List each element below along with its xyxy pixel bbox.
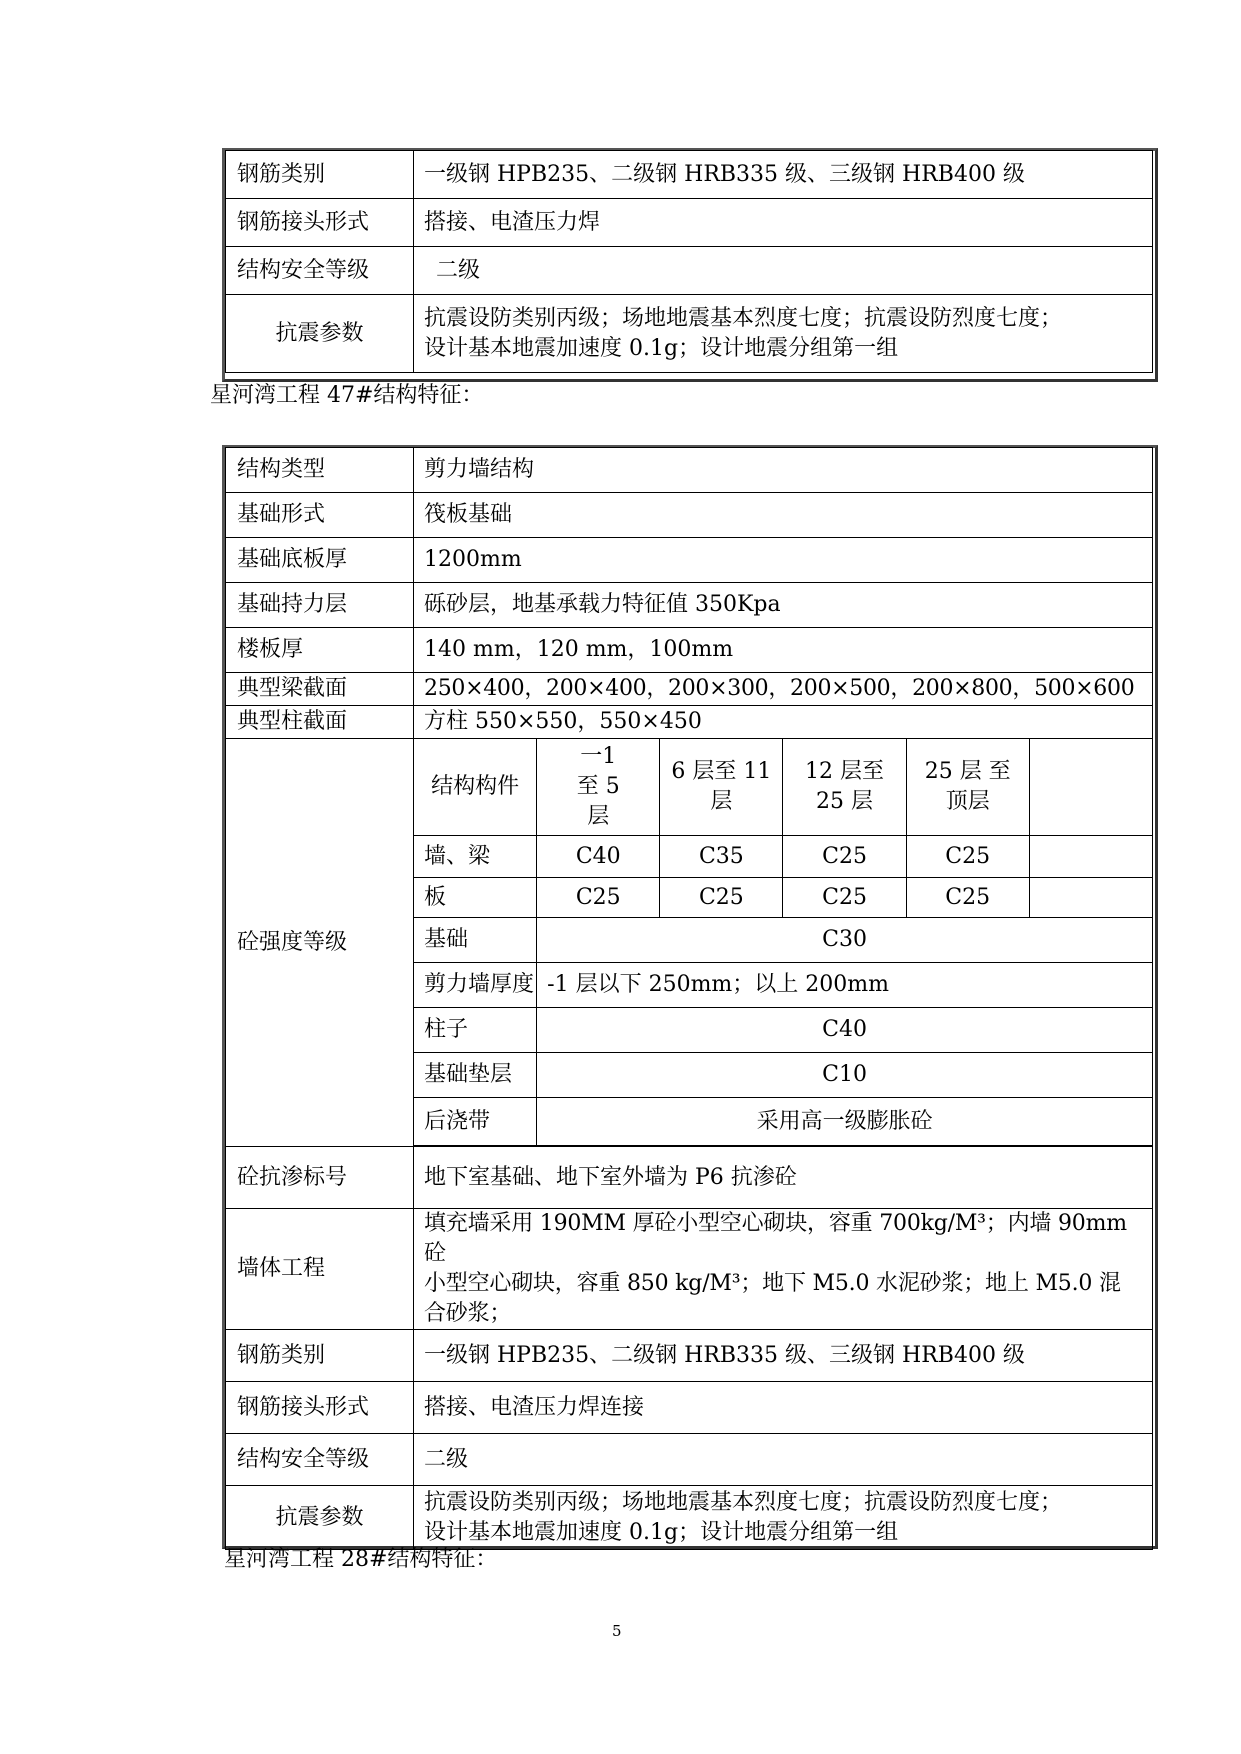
row-value: 地下室基础、地下室外墙为 P6 抗渗砼 xyxy=(414,1147,1153,1209)
row-value: 250×400，200×400，200×300，200×500，200×800，500×600 xyxy=(414,673,1153,706)
row-value: 二级 xyxy=(414,247,1153,295)
grade-cell: C35 xyxy=(660,836,783,878)
header-line: 一1 xyxy=(580,744,617,769)
row-label: 结构类型 xyxy=(226,448,414,493)
section-caption: 星河湾工程 28#结构特征： xyxy=(224,1547,498,1572)
header-cell: 结构构件 xyxy=(414,739,537,836)
grade-cell: C25 xyxy=(906,836,1029,878)
header-line: 12 层至 xyxy=(805,759,885,784)
table-row xyxy=(226,247,1153,295)
row-label: 典型梁截面 xyxy=(226,673,414,706)
grade-value: C10 xyxy=(537,1053,1153,1098)
row-label: 楼板厚 xyxy=(226,628,414,673)
row-value xyxy=(414,1486,1153,1550)
grade-cell: C25 xyxy=(906,878,1029,918)
grade-value: C30 xyxy=(537,918,1153,963)
header-line: 6 层至 11 xyxy=(671,759,772,784)
row-value: 一级钢 HPB235、二级钢 HRB335 级、三级钢 HRB400 级 xyxy=(414,1330,1153,1382)
row-value: 140 mm，120 mm，100mm xyxy=(414,628,1153,673)
table-row xyxy=(226,448,1153,493)
row-value: 搭接、电渣压力焊连接 xyxy=(414,1382,1153,1434)
table-row xyxy=(226,151,1153,199)
value-line: 设计基本地震加速度 0.1g；设计地震分组第一组 xyxy=(424,335,899,361)
table-row xyxy=(226,1486,1153,1550)
table-row xyxy=(226,1434,1153,1486)
table-row xyxy=(226,706,1153,739)
row-label: 抗震参数 xyxy=(226,1486,414,1550)
table-row xyxy=(226,1330,1153,1382)
table-row xyxy=(226,295,1153,373)
row-value xyxy=(414,1209,1153,1330)
member-name: 基础垫层 xyxy=(414,1053,537,1098)
row-value: 筏板基础 xyxy=(414,493,1153,538)
header-cell xyxy=(537,739,660,836)
row-label: 墙体工程 xyxy=(226,1209,414,1330)
row-label: 钢筋类别 xyxy=(226,151,414,199)
row-label: 钢筋接头形式 xyxy=(226,199,414,247)
row-label: 抗震参数 xyxy=(226,295,414,373)
grade-value: C40 xyxy=(537,1008,1153,1053)
empty-cell xyxy=(1029,878,1152,918)
row-value: 一级钢 HPB235、二级钢 HRB335 级、三级钢 HRB400 级 xyxy=(414,151,1153,199)
header-line: 层 xyxy=(587,804,610,829)
grade-value: 采用高一级膨胀砼 xyxy=(537,1098,1153,1146)
concrete-label: 砼强度等级 xyxy=(226,739,414,1147)
value-line: 抗震设防类别丙级；场地地震基本烈度七度；抗震设防烈度七度； xyxy=(424,1489,1063,1515)
value-line: 合砂浆； xyxy=(424,1301,512,1326)
row-label: 钢筋类别 xyxy=(226,1330,414,1382)
table-row xyxy=(226,538,1153,583)
value-line: 填充墙采用 190MM 厚砼小型空心砌块，容重 700kg/M³；内墙 90mm 砼 xyxy=(424,1211,1127,1266)
member-name: 基础 xyxy=(414,918,537,963)
page-number: 5 xyxy=(612,1622,622,1640)
table-row xyxy=(226,1382,1153,1434)
header-line: 25 层 xyxy=(816,789,874,814)
grade-cell: C25 xyxy=(783,878,906,918)
table-row xyxy=(226,583,1153,628)
row-label: 基础底板厚 xyxy=(226,538,414,583)
table-row xyxy=(226,1147,1153,1209)
header-line: 顶层 xyxy=(945,789,990,814)
row-value: 方柱 550×550，550×450 xyxy=(414,706,1153,739)
row-label: 砼抗渗标号 xyxy=(226,1147,414,1209)
row-label: 结构安全等级 xyxy=(226,247,414,295)
section-caption: 星河湾工程 47#结构特征： xyxy=(210,383,484,408)
grade-cell: C25 xyxy=(660,878,783,918)
header-cell xyxy=(783,739,906,836)
table-row xyxy=(226,493,1153,538)
header-line: 层 xyxy=(710,789,733,814)
table-row xyxy=(226,673,1153,706)
row-label: 基础持力层 xyxy=(226,583,414,628)
row-value: 砾砂层，地基承载力特征值 350Kpa xyxy=(414,583,1153,628)
empty-cell xyxy=(1029,836,1152,878)
row-label: 结构安全等级 xyxy=(226,1434,414,1486)
table-row xyxy=(226,628,1153,673)
member-name: 墙、梁 xyxy=(414,836,537,878)
table-row xyxy=(226,199,1153,247)
value-line: 设计基本地震加速度 0.1g；设计地震分组第一组 xyxy=(424,1519,899,1545)
member-name: 后浇带 xyxy=(414,1098,537,1146)
member-name: 柱子 xyxy=(414,1008,537,1053)
structure-table xyxy=(225,447,1153,1550)
row-value: 剪力墙结构 xyxy=(414,448,1153,493)
row-value: 二级 xyxy=(414,1434,1153,1486)
grade-cell: C40 xyxy=(537,836,660,878)
header-cell xyxy=(906,739,1029,836)
member-name: 板 xyxy=(414,878,537,918)
value-line: 小型空心砌块，容重 850 kg/M³；地下 M5.0 水泥砂浆；地上 M5.0 混 xyxy=(424,1271,1121,1296)
row-value: 1200mm xyxy=(414,538,1153,583)
row-value: 搭接、电渣压力焊 xyxy=(414,199,1153,247)
grade-cell: C25 xyxy=(537,878,660,918)
member-name: 剪力墙厚度 xyxy=(414,963,537,1008)
grade-value: -1 层以下 250mm；以上 200mm xyxy=(537,963,1153,1008)
row-label: 典型柱截面 xyxy=(226,706,414,739)
empty-cell xyxy=(1029,739,1152,836)
header-cell xyxy=(660,739,783,836)
row-value xyxy=(414,295,1153,373)
grade-cell: C25 xyxy=(783,836,906,878)
row-label: 基础形式 xyxy=(226,493,414,538)
header-line: 至 5 xyxy=(576,774,620,799)
value-line: 抗震设防类别丙级；场地地震基本烈度七度；抗震设防烈度七度； xyxy=(424,305,1063,331)
table-row xyxy=(226,1209,1153,1330)
concrete-header-row xyxy=(226,739,1153,836)
rebar-table-top xyxy=(225,150,1153,373)
row-label: 钢筋接头形式 xyxy=(226,1382,414,1434)
header-line: 25 层 至 xyxy=(924,759,1011,784)
